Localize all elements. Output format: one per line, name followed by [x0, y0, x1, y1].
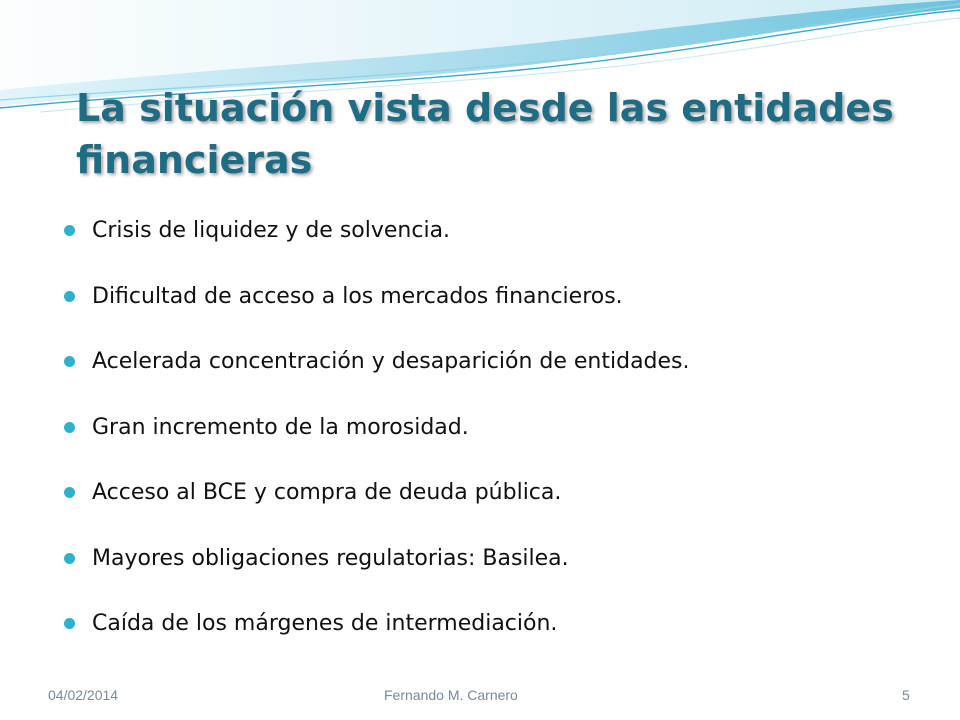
footer-author: Fernando M. Carnero	[384, 687, 518, 703]
bullet-list	[64, 212, 924, 671]
list-item	[64, 605, 924, 671]
bullet-text: Crisis de liquidez y de solvencia.	[92, 218, 451, 243]
bullet-dot-icon	[64, 291, 75, 302]
bullet-dot-icon	[64, 618, 75, 629]
bullet-dot-icon	[64, 225, 75, 236]
bullet-text: Caída de los márgenes de intermediación.	[92, 611, 558, 636]
footer-date: 04/02/2014	[48, 687, 119, 703]
list-item	[64, 212, 924, 278]
list-item	[64, 343, 924, 409]
bullet-text: Mayores obligaciones regulatorias: Basilea.	[92, 545, 569, 571]
slide-title: La situación vista desde las entidades financieras	[76, 86, 894, 182]
bullet-dot-icon	[64, 553, 75, 564]
list-item	[64, 540, 924, 606]
list-item	[64, 474, 924, 540]
bullet-text: Dificultad de acceso a los mercados financieros.	[92, 283, 623, 309]
list-item	[64, 278, 924, 344]
bullet-dot-icon	[64, 487, 75, 498]
bullet-dot-icon	[64, 356, 75, 367]
slide-page-number: 5	[902, 687, 910, 703]
bullet-dot-icon	[64, 422, 75, 433]
bullet-text: Gran incremento de la morosidad.	[92, 414, 469, 440]
bullet-text: Acceso al BCE y compra de deuda pública.	[92, 480, 562, 505]
bullet-text: Acelerada concentración y desaparición de entidades.	[92, 349, 690, 374]
list-item	[64, 409, 924, 475]
